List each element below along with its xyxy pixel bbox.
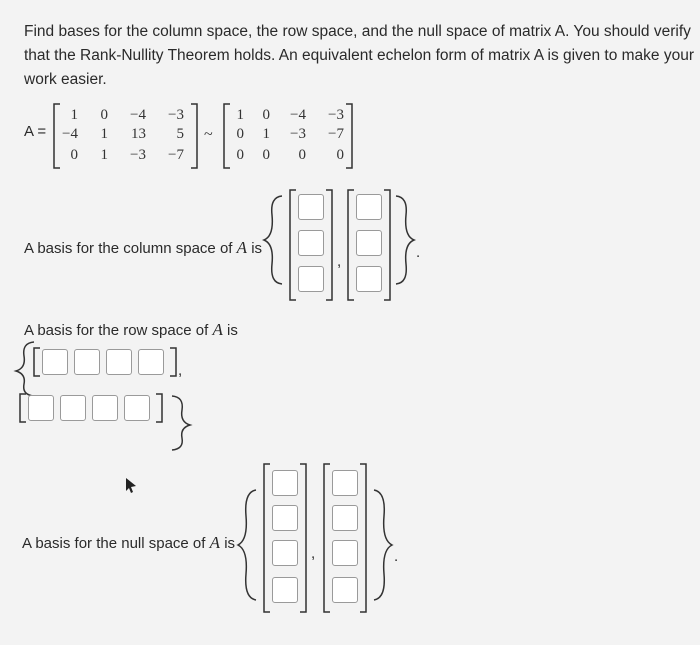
matrix-a-cell-r3c1: 0 (70, 147, 78, 163)
row-v1-entry-1[interactable] (42, 349, 68, 375)
null-v1-entry-1[interactable] (272, 470, 298, 496)
matrix-echelon-cell-r3c4: 0 (336, 147, 344, 163)
col-v1-entry-1[interactable] (298, 194, 324, 220)
equivalence-symbol: ~ (204, 126, 213, 143)
row-v2-entry-3[interactable] (92, 395, 118, 421)
matrix-a-cell-r3c3: −3 (130, 147, 146, 163)
null-space-label: A basis for the null space of A is (22, 533, 236, 552)
column-space-terminator: . (416, 244, 421, 261)
col-v2-entry-2[interactable] (356, 230, 382, 256)
null-v2-entry-4[interactable] (332, 577, 358, 603)
cursor-icon (126, 478, 136, 493)
null-space-separator: , (311, 545, 316, 562)
column-space-separator: , (337, 253, 342, 270)
matrix-a-cell-r1c4: −3 (168, 107, 184, 123)
matrix-a-cell-r3c2: 1 (100, 147, 108, 163)
matrix-echelon-cell-r1c2: 0 (262, 107, 270, 123)
null-v2-entry-1[interactable] (332, 470, 358, 496)
matrix-a-cell-r2c1: −4 (62, 126, 78, 142)
matrix-a-cell-r1c3: −4 (130, 107, 146, 123)
matrix-echelon-cell-r3c3: 0 (298, 147, 306, 163)
matrix-echelon-cell-r2c1: 0 (236, 126, 244, 142)
row-v2-entry-2[interactable] (60, 395, 86, 421)
row-v2-entry-1[interactable] (28, 395, 54, 421)
matrix-a-cell-r1c2: 0 (100, 107, 108, 123)
col-v2-entry-1[interactable] (356, 194, 382, 220)
matrix-echelon-cell-r2c4: −7 (328, 126, 344, 142)
column-space-label: A basis for the column space of A is (24, 238, 263, 257)
row-v1-entry-2[interactable] (74, 349, 100, 375)
matrix-a-cell-r2c3: 13 (131, 126, 146, 142)
col-v2-entry-3[interactable] (356, 266, 382, 292)
matrix-echelon-cell-r2c3: −3 (290, 126, 306, 142)
row-space-separator: , (178, 362, 183, 379)
row-v2-entry-4[interactable] (124, 395, 150, 421)
matrix-echelon-cell-r3c2: 0 (262, 147, 270, 163)
matrix-echelon-cell-r2c2: 1 (262, 126, 270, 142)
matrix-echelon-cell-r3c1: 0 (236, 147, 244, 163)
row-v1-entry-3[interactable] (106, 349, 132, 375)
matrix-echelon-cell-r1c1: 1 (236, 107, 244, 123)
problem-statement: Find bases for the column space, the row space, and the null space of matrix A. You should verify that the Rank-Nullity Theorem holds. An equivalent echelon form of matrix A is given to make your work easier. (24, 23, 694, 88)
null-v1-entry-3[interactable] (272, 540, 298, 566)
matrix-a-cell-r3c4: −7 (168, 147, 184, 163)
row-space-label: A basis for the row space of A is (24, 320, 238, 339)
matrix-a-cell-r2c4: 5 (176, 126, 184, 142)
null-v2-entry-2[interactable] (332, 505, 358, 531)
matrix-echelon-cell-r1c3: −4 (290, 107, 306, 123)
null-v1-entry-2[interactable] (272, 505, 298, 531)
null-v1-entry-4[interactable] (272, 577, 298, 603)
col-v1-entry-2[interactable] (298, 230, 324, 256)
matrix-a-label: A = (24, 123, 47, 140)
matrix-a-cell-r2c2: 1 (100, 126, 108, 142)
col-v1-entry-3[interactable] (298, 266, 324, 292)
null-space-terminator: . (394, 548, 399, 565)
matrix-a-cell-r1c1: 1 (70, 107, 78, 123)
null-v2-entry-3[interactable] (332, 540, 358, 566)
row-v1-entry-4[interactable] (138, 349, 164, 375)
matrix-echelon-cell-r1c4: −3 (328, 107, 344, 123)
